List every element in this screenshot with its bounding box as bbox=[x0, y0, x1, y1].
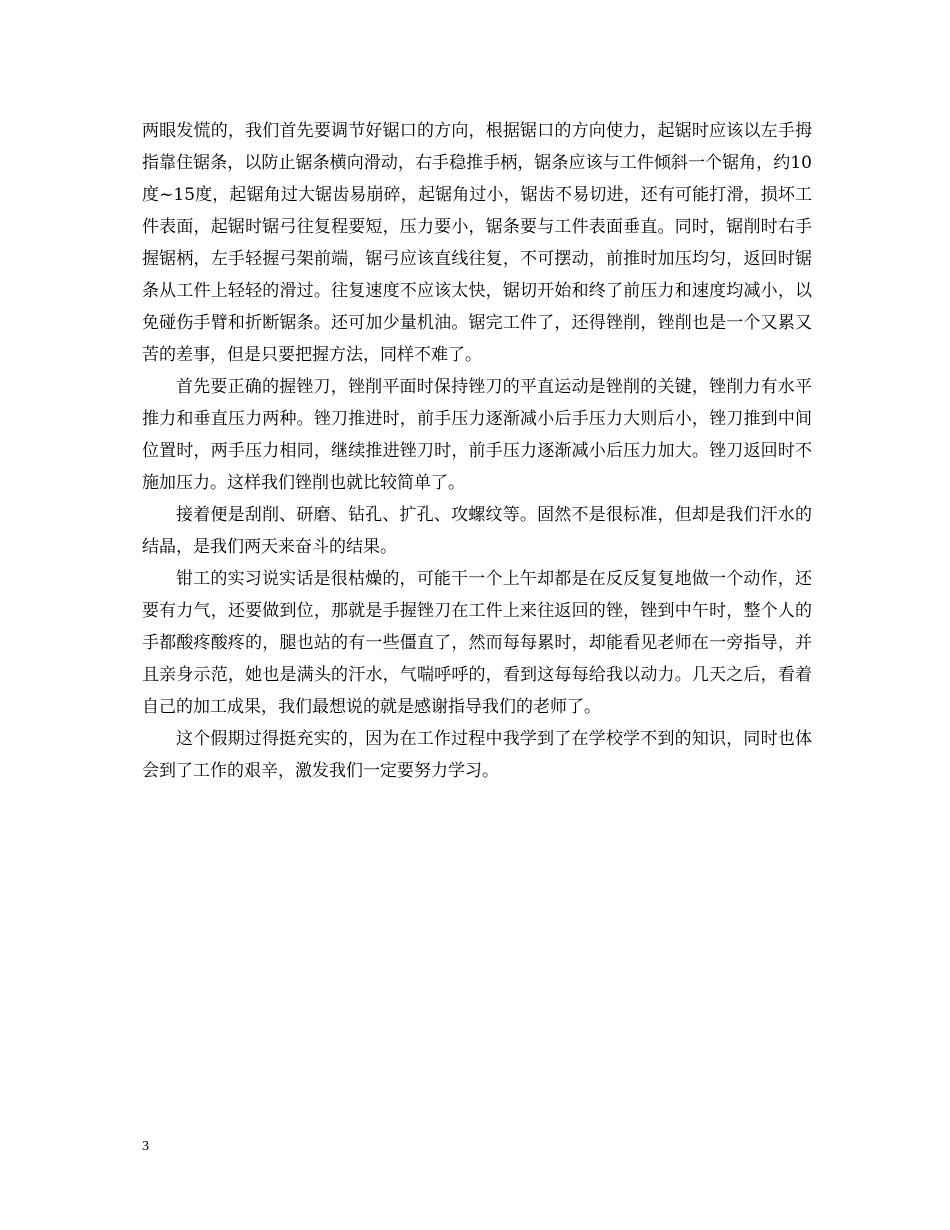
paragraph-4: 钳工的实习说实话是很枯燥的，可能干一个上午却都是在反反复复地做一个动作，还要有力气，还要做到位，那就是手握锉刀在工件上来往返回的锉，锉到中午时，整个人的手都酸疼酸疼的，腿也站的有一些僵直了，然而每每累时，却能看见老师在一旁指导，并且亲身示范，她也是满头的汗水，气喘呼呼的，看到这每每给我以动力。几天之后，看着自己的加工成果，我们最想说的就是感谢指导我们的老师了。 bbox=[142, 569, 812, 717]
paragraph-2: 首先要正确的握锉刀，锉削平面时保持锉刀的平直运动是锉削的关键，锉削力有水平推力和垂直压力两种。锉刀推进时，前手压力逐渐减小后手压力大则后小，锉刀推到中间位置时，两手压力相同，继续推进锉刀时，前手压力逐渐减小后压力加大。锉刀返回时不施加压力。这样我们锉削也就比较简单了。 bbox=[142, 377, 812, 493]
paragraph-5: 这个假期过得挺充实的，因为在工作过程中我学到了在学校学不到的知识，同时也体会到了工作的艰辛，激发我们一定要努力学习。 bbox=[142, 729, 812, 781]
paragraph-3: 接着便是刮削、研磨、钻孔、扩孔、攻螺纹等。固然不是很标准，但却是我们汗水的结晶，是我们两天来奋斗的结果。 bbox=[142, 505, 812, 557]
page-number: 3 bbox=[142, 1139, 149, 1154]
paragraph-1: 两眼发慌的，我们首先要调节好锯口的方向，根据锯口的方向使力，起锯时应该以左手拇指靠住锯条，以防止锯条横向滑动，右手稳推手柄，锯条应该与工件倾斜一个锯角，约10 度~15度，起锯角过大锯齿易崩碎，起锯角过小，锯齿不易切进，还有可能打滑，损坏工件表面，起锯时锯弓往复程要短，压力要小，锯条要与工件表面垂直。同时，锯削时右手握锯柄，左手轻握弓架前端，锯弓应该直线往复，不可摆动，前推时加压均匀，返回时锯条从工件上轻轻的滑过。往复速度不应该太快，锯切开始和终了前压力和速度均减小，以免碰伤手臂和折断锯条。还可加少量机油。锯完工件了，还得锉削，锉削也是一个又累又苦的差事，但是只要把握方法，同样不难了。 bbox=[142, 121, 812, 365]
body-text bbox=[142, 115, 812, 787]
